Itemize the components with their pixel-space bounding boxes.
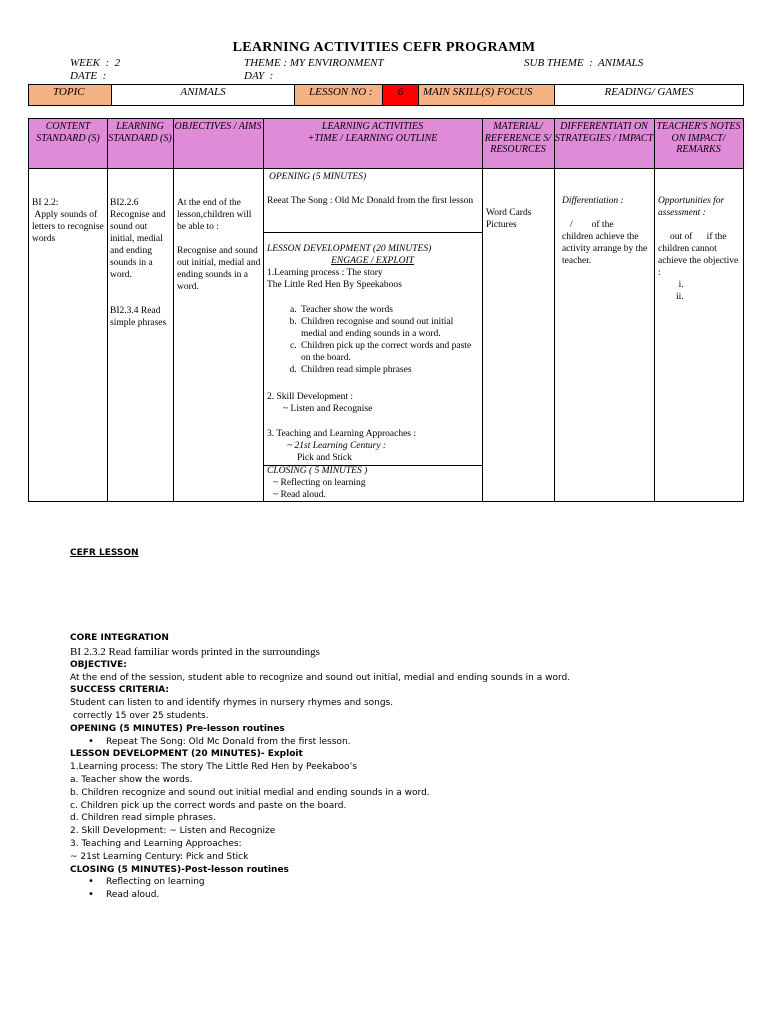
closing-label: CLOSING (5 MINUTES)-Post-lesson routines (70, 864, 289, 875)
engage-exploit-subtitle: ENGAGE / EXPLOIT (331, 256, 414, 266)
core-integration-label: CORE INTEGRATION (70, 633, 169, 643)
development-line: c. Children pick up the correct words and paste on the board. (70, 800, 347, 811)
column-divider (173, 119, 174, 501)
development-line: 3. Teaching and Learning Approaches: (70, 838, 242, 849)
main-skill-value: READING/ GAMES (604, 86, 694, 98)
header-material: MATERIAL/ REFERENCE S/ RESOURCES (482, 119, 554, 169)
column-divider (263, 119, 264, 501)
lesson-no-label: LESSON NO : (295, 85, 383, 105)
objective-label: OBJECTIVE: (70, 659, 127, 670)
approaches-century: ~ 21st Learning Century : (287, 441, 387, 451)
day-field: DAY : (244, 70, 274, 82)
differentiation-text-2: children achieve the activity arrange by the teacher. (562, 232, 648, 266)
development-line: a. Teacher show the words. (70, 774, 193, 785)
objectives-text: Recognise and sound out initial, medial and ending sounds in a word. (177, 246, 261, 292)
assessment-item (686, 279, 738, 291)
document-title: LEARNING ACTIVITIES CEFR PROGRAMM (232, 40, 536, 55)
cefr-lesson-body (70, 632, 750, 902)
development-line: 1.Learning process: The story The Little Red Hen by Peekaboo’s (70, 762, 358, 773)
learning-process-line-1: 1.Learning process : The story (267, 268, 383, 278)
column-divider (482, 119, 483, 501)
header-activities-line-1: LEARNING ACTIVITIES (321, 121, 424, 132)
column-divider (654, 119, 655, 501)
section-divider (263, 232, 482, 233)
assessment-list (658, 279, 738, 303)
content-standard-text: BI 2.2: Apply sounds of letters to recognise words (32, 198, 104, 244)
lesson-steps-list (267, 304, 479, 376)
objective-text: At the end of the session, student able to recognize and sound out initial, medial and ending sounds in a word. (70, 672, 571, 683)
approaches-label: 3. Teaching and Learning Approaches : (267, 429, 416, 439)
closing-item-2: ~ Read aloud. (273, 490, 326, 500)
theme-field: THEME : MY ENVIRONMENT (244, 57, 384, 69)
differentiation-text-1: / of the (570, 220, 614, 230)
success-criteria-text-1: Student can listen to and identify rhymes in nursery rhymes and songs. (70, 698, 394, 709)
header-content-standard: CONTENT STANDARD (S) (29, 119, 107, 169)
development-line: ~ 21st Learning Century: Pick and Stick (70, 851, 249, 862)
main-skill-label: MAIN SKILL(S) FOCUS (419, 85, 555, 105)
approaches-activity: Pick and Stick (297, 453, 352, 463)
cefr-lesson-heading: CEFR LESSON (70, 548, 139, 558)
core-integration-text: BI 2.3.2 Read familiar words printed in the surroundings (70, 645, 320, 658)
topic-label: TOPIC (29, 85, 112, 105)
opening-item: • Repeat The Song: Old Mc Donald from the first lesson. (70, 736, 750, 749)
learning-standard-2: BI2.3.4 Read simple phrases (110, 306, 167, 328)
development-line: 2. Skill Development: ~ Listen and Recognize (70, 826, 276, 837)
learning-activities-table (28, 118, 744, 502)
lesson-step: c. Children pick up the correct words and paste on the board. (299, 340, 479, 364)
assessment-item (686, 291, 738, 303)
closing-item-1: ~ Reflecting on learning (273, 478, 366, 488)
header-learning-activities (263, 119, 482, 169)
column-divider (554, 119, 555, 501)
lesson-step: a. Teacher show the words (299, 304, 479, 316)
development-line: b. Children recognize and sound out initial medial and ending sounds in a word. (70, 787, 430, 798)
topic-value: ANIMALS (112, 85, 295, 105)
closing-item: • Reflecting on learning (70, 876, 750, 889)
header-activities-line-2: +TIME / LEARNING OUTLINE (307, 132, 438, 144)
opening-text: Reeat The Song : Old Mc Donald from the first lesson (267, 196, 474, 206)
skill-development-label: 2. Skill Development : (267, 392, 354, 402)
development-label: LESSON DEVELOPMENT (20 MINUTES)- Exploit (70, 749, 303, 760)
date-field: DATE : (70, 70, 107, 82)
lesson-step: d. Children read simple phrases (299, 364, 479, 376)
material-word-cards: Word Cards (486, 208, 532, 218)
column-divider (107, 119, 108, 501)
header-learning-standard: LEARNING STANDARD (S) (107, 119, 173, 169)
closing-item: • Read aloud. (70, 889, 750, 902)
learning-process-line-2: The Little Red Hen By Speekaboos (267, 280, 402, 290)
header-objectives: OBJECTIVES / AIMS (173, 119, 263, 169)
opening-label: OPENING (5 MINUTES) Pre-lesson routines (70, 723, 285, 734)
opening-title: OPENING (5 MINUTES) (269, 172, 367, 182)
sub-theme-field: SUB THEME : ANIMALS (524, 57, 644, 69)
objectives-intro: At the end of the lesson,children will be able to : (177, 198, 252, 232)
lesson-step: b. Children recognise and sound out initial medial and ending sounds in a word. (299, 316, 479, 340)
lesson-info-row (28, 84, 744, 106)
success-criteria-text-2: correctly 15 over 25 students. (70, 710, 209, 721)
material-pictures: Pictures (486, 220, 517, 230)
assessment-text-1: out of if the (670, 232, 727, 242)
header-teacher-notes: TEACHER'S NOTES ON IMPACT/ REMARKS (654, 119, 743, 169)
header-differentiation: DIFFERENTIATI ON STRATEGIES / IMPACT (554, 119, 654, 169)
success-criteria-label: SUCCESS CRITERIA: (70, 685, 170, 696)
assessment-text-2: children cannot achieve the objective : (658, 244, 739, 278)
learning-standard-1: BI2.2.6 Recognise and sound out initial, medial and ending sounds in a word. (110, 198, 166, 280)
differentiation-title: Differentiation : (562, 196, 624, 206)
skill-development-text: ~ Listen and Recognise (283, 404, 373, 414)
development-line: d. Children read simple phrases. (70, 813, 216, 824)
assessment-title: Opportunities for assessment : (658, 196, 725, 218)
week-field: WEEK : 2 (70, 57, 121, 69)
closing-title: CLOSING ( 5 MINUTES ) (267, 466, 368, 476)
lesson-no-value: 6 (383, 85, 419, 105)
development-title: LESSON DEVELOPMENT (20 MINUTES) (267, 244, 432, 254)
